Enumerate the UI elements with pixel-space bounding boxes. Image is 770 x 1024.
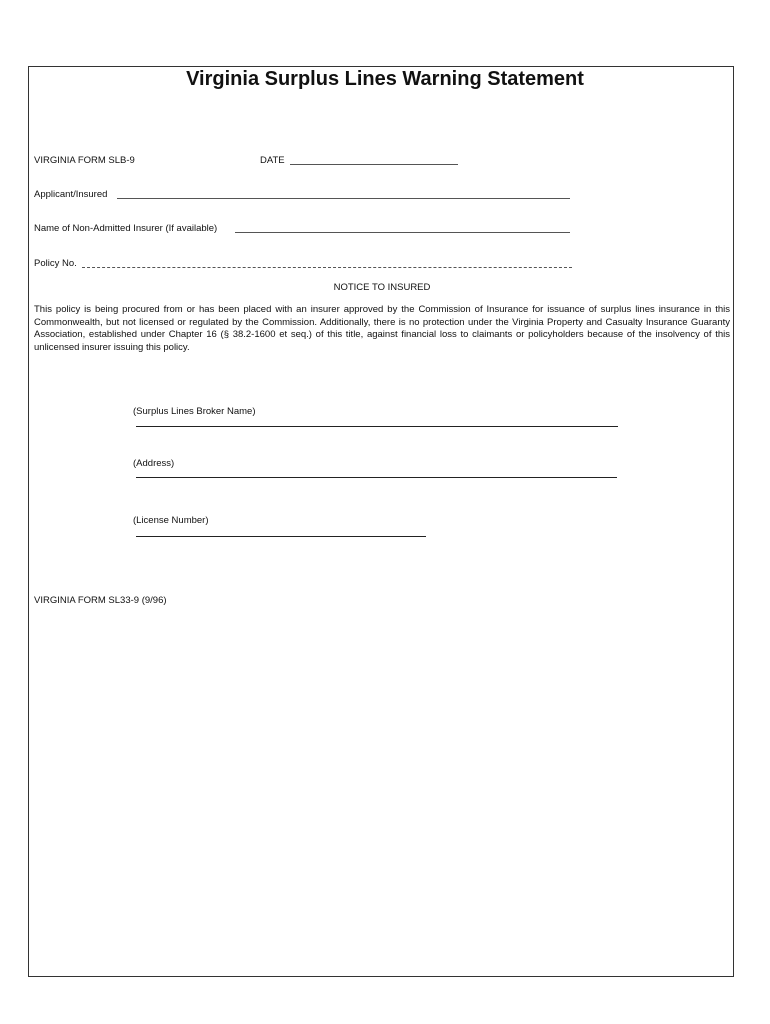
license-label: (License Number) [133, 515, 209, 526]
policy-label: Policy No. [34, 258, 77, 269]
applicant-label: Applicant/Insured [34, 189, 108, 200]
notice-heading: NOTICE TO INSURED [333, 282, 431, 293]
insurer-label: Name of Non-Admitted Insurer (If available) [34, 223, 218, 234]
footer-form-id: VIRGINIA FORM SL33-9 (9/96) [34, 595, 167, 606]
address-label: (Address) [133, 458, 175, 469]
insurer-field[interactable] [235, 232, 570, 233]
policy-field[interactable] [82, 267, 572, 268]
broker-name-label: (Surplus Lines Broker Name) [133, 406, 256, 417]
form-id-label: VIRGINIA FORM SLB-9 [34, 155, 135, 166]
applicant-field[interactable] [117, 198, 570, 199]
license-line[interactable] [136, 536, 426, 537]
broker-name-line[interactable] [136, 426, 618, 427]
notice-text: This policy is being procured from or has been placed with an insurer approved by the Commission of Insurance for issuance of surplus lines insurance in this Commonwealth, but not licensed or regulated by the Commission. Additionally, there is no protection under the Virginia Property and Casualty Insurance Guaranty Association, established under Chapter 16 (§ 38.2-1600 et seq.) of this title, against financial loss to claimants or policyholders because of the insolvency of this unlicensed insurer issuing this policy. [34, 304, 730, 353]
date-label: DATE [260, 155, 285, 166]
form-title: Virginia Surplus Lines Warning Statement [186, 68, 584, 90]
date-field[interactable] [290, 164, 458, 165]
address-line[interactable] [136, 477, 617, 478]
